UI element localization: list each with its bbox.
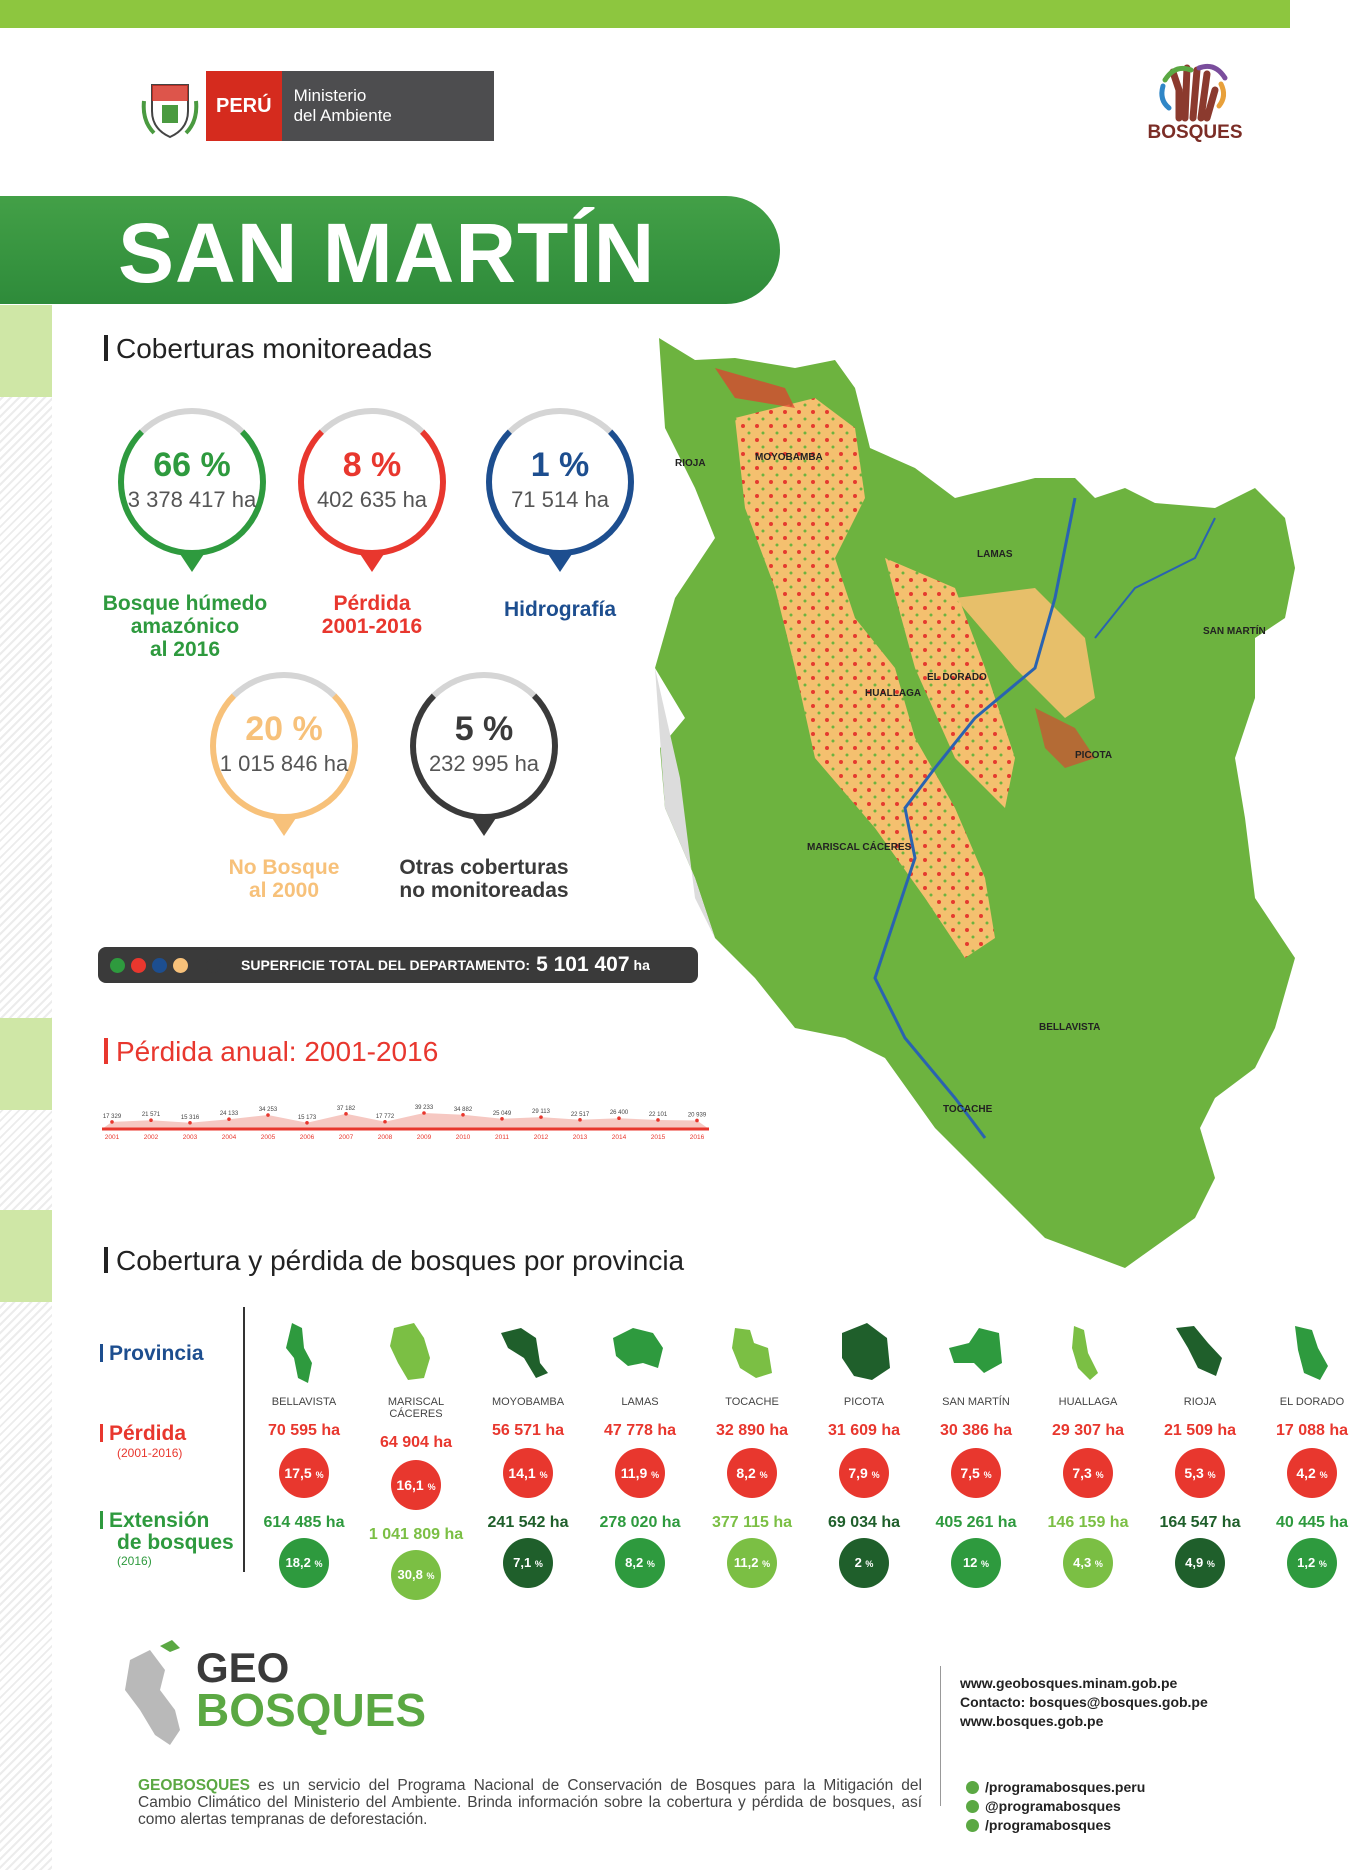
province-loss: 17 088 ha: [1275, 1422, 1349, 1439]
pct-value: 16,1: [396, 1477, 424, 1493]
loss-point: [305, 1121, 309, 1125]
loss-value-label: 37 182: [336, 1105, 356, 1112]
pct-sign: %: [1318, 1559, 1327, 1569]
province-name: HUALLAGA: [1058, 1396, 1118, 1408]
pct-sign: %: [865, 1559, 874, 1569]
flickr-text: /programabosques: [985, 1817, 1112, 1833]
province-shape: [808, 1318, 920, 1390]
total-label: SUPERFICIE TOTAL DEL DEPARTAMENTO:: [241, 957, 531, 973]
provinces-heading: [104, 1245, 684, 1277]
province-extent: 164 547 ha: [1159, 1514, 1241, 1531]
pct-value: 11,9: [620, 1465, 648, 1481]
peru-label: PERÚ: [206, 71, 282, 141]
province-loss: 29 307 ha: [1051, 1422, 1125, 1439]
loss-year-label: 2016: [689, 1134, 705, 1141]
loss-point: [539, 1115, 543, 1119]
province-loss: 47 778 ha: [603, 1422, 677, 1439]
pointer-icon: [548, 554, 572, 572]
coverage-pct: 8 %: [342, 446, 402, 484]
bosques-brand: BOSQUES: [1147, 122, 1243, 143]
province-extent: 377 115 ha: [711, 1514, 793, 1531]
pct-value: 4,2: [1296, 1465, 1316, 1481]
pct-sign: %: [315, 1470, 324, 1480]
side-accent-block: [0, 305, 52, 397]
ministry-line1: Ministerio: [293, 86, 367, 105]
coverage-ha: 402 635 ha: [316, 487, 428, 512]
loss-value-label: 34 882: [453, 1106, 473, 1113]
loss-value-label: 17 772: [375, 1113, 395, 1120]
footer-social: [966, 1778, 1145, 1835]
province-column: [696, 1318, 808, 1600]
coverage-nonforest: [202, 672, 366, 836]
pct-value: 14,1: [508, 1465, 536, 1481]
loss-point: [266, 1113, 270, 1117]
map-label: PICOTA: [1075, 750, 1113, 761]
province-name: MARISCAL CÁCERES: [387, 1396, 445, 1420]
coverage-ha: 232 995 ha: [428, 751, 540, 776]
coverage-circle: [118, 408, 266, 556]
ministry-line2: del Ambiente: [293, 106, 392, 125]
pct-value: 7,3: [1072, 1465, 1092, 1481]
province-column: [808, 1318, 920, 1600]
loss-point: [227, 1117, 231, 1121]
province-loss-pct: [1175, 1448, 1225, 1498]
loss-year-label: 2006: [299, 1134, 315, 1141]
province-extent: 278 020 ha: [599, 1514, 681, 1531]
pct-value: 4,9: [1185, 1555, 1204, 1570]
province-shape: [248, 1318, 360, 1390]
province-shape: [920, 1318, 1032, 1390]
ministry-name: [282, 71, 494, 141]
pct-sign: %: [651, 1470, 660, 1480]
map-label: MARISCAL CÁCERES: [807, 842, 912, 853]
footer-description: [138, 1777, 922, 1828]
loss-year-label: 2004: [221, 1134, 237, 1141]
province-loss-pct: [951, 1448, 1001, 1498]
loss-point: [500, 1117, 504, 1121]
province-column: [248, 1318, 360, 1600]
loss-value-label: 20 939: [687, 1112, 707, 1119]
province-shape: [360, 1318, 472, 1390]
annual-loss-heading: [104, 1036, 438, 1068]
coverage-pct: 20 %: [245, 710, 323, 748]
pointer-icon: [180, 554, 204, 572]
province-name: PICOTA: [843, 1396, 885, 1408]
province-name: TOCACHE: [725, 1396, 779, 1408]
loss-value-label: 26 400: [609, 1110, 629, 1117]
province-column: [1144, 1318, 1256, 1600]
province-extent-pct: [1063, 1538, 1113, 1588]
pct-sign: %: [1095, 1470, 1104, 1480]
row-label-loss-text: Pérdida: [109, 1422, 187, 1445]
loss-value-label: 34 253: [258, 1107, 278, 1114]
coverage-loss: [290, 408, 454, 572]
province-loss-pct: [615, 1448, 665, 1498]
contact-email[interactable]: Contacto: bosques@bosques.gob.pe: [960, 1694, 1208, 1710]
coverage-circle: [486, 408, 634, 556]
coverage-water: [478, 408, 642, 572]
loss-value-label: 22 517: [570, 1111, 590, 1118]
footer-brand: GEOBOSQUES: [138, 1777, 250, 1794]
province-column: [584, 1318, 696, 1600]
coverage-circle: [410, 672, 558, 820]
province-name: SAN MARTÍN: [942, 1396, 1010, 1408]
province-extent: 1 041 809 ha: [368, 1526, 464, 1543]
province-name: EL DORADO: [1279, 1396, 1345, 1408]
loss-year-label: 2005: [260, 1134, 276, 1141]
total-unit: ha: [633, 957, 650, 973]
province-loss-pct: [839, 1448, 889, 1498]
province-loss: 70 595 ha: [267, 1422, 341, 1439]
province-column: [472, 1318, 584, 1600]
province-extent: 405 261 ha: [935, 1514, 1017, 1531]
map-label: TOCACHE: [943, 1104, 993, 1115]
footer-contact: [960, 1674, 1208, 1731]
province-extent-pct: [1287, 1538, 1337, 1588]
flickr-icon: [966, 1819, 979, 1832]
geo-text: GEO: [196, 1644, 290, 1691]
pct-sign: %: [1094, 1559, 1103, 1569]
pct-sign: %: [1206, 1559, 1215, 1569]
pct-value: 7,5: [960, 1465, 980, 1481]
province-extent-pct: [839, 1538, 889, 1588]
annual-loss-chart: [100, 1085, 750, 1145]
map-label: BELLAVISTA: [1039, 1022, 1101, 1033]
provinces-table: [248, 1318, 1368, 1600]
row-label-loss-sub: (2001-2016): [117, 1446, 183, 1460]
pct-sign: %: [646, 1559, 655, 1569]
pct-value: 8,2: [625, 1555, 644, 1570]
pct-value: 2: [854, 1555, 862, 1570]
province-column: [1256, 1318, 1368, 1600]
pct-sign: %: [1207, 1470, 1216, 1480]
province-extent-pct: [1175, 1538, 1225, 1588]
website-link[interactable]: www.bosques.gob.pe: [960, 1713, 1104, 1729]
coverage-heading: [104, 333, 432, 365]
label-line: Bosque húmedo: [102, 592, 268, 615]
row-label-loss: [100, 1422, 186, 1460]
loss-year-label: 2003: [182, 1134, 198, 1141]
legend-dot: [206, 958, 221, 973]
label-line: no monitoreadas: [399, 879, 569, 902]
pct-value: 5,3: [1184, 1465, 1204, 1481]
coverage-circle: [298, 408, 446, 556]
map-label: RIOJA: [675, 458, 706, 469]
province-name: BELLAVISTA: [271, 1396, 337, 1408]
province-extent-pct: [951, 1538, 1001, 1588]
map-label: LAMAS: [977, 549, 1013, 560]
coverage-forest: [110, 408, 274, 572]
pointer-icon: [472, 818, 496, 836]
province-shape: [696, 1318, 808, 1390]
loss-point: [188, 1121, 192, 1125]
map-label: EL DORADO: [927, 672, 987, 683]
coverage-other-label: [364, 856, 604, 902]
label-line: Otras coberturas: [399, 856, 569, 879]
pct-sign: %: [983, 1470, 992, 1480]
loss-year-label: 2001: [104, 1134, 120, 1141]
label-line: Hidrografía: [503, 598, 616, 621]
coverage-water-label: [450, 598, 670, 621]
department-map: [655, 338, 1295, 1268]
minam-logo: [140, 70, 494, 142]
province-loss-pct: [279, 1448, 329, 1498]
pointer-icon: [272, 818, 296, 836]
label-line: 2001-2016: [321, 615, 423, 638]
loss-value-label: 15 316: [180, 1114, 200, 1121]
coverage-loss-label: [262, 592, 482, 638]
province-loss-pct: [391, 1460, 441, 1510]
provinces-heading-text: Cobertura y pérdida de bosques por provincia: [116, 1245, 685, 1276]
pct-value: 18,2: [285, 1555, 311, 1570]
province-shape: [472, 1318, 584, 1390]
loss-year-label: 2014: [611, 1134, 627, 1141]
province-extent: 40 445 ha: [1275, 1514, 1349, 1531]
loss-point: [461, 1113, 465, 1117]
province-shape: [584, 1318, 696, 1390]
peru-map-icon: [120, 1640, 190, 1750]
loss-point: [617, 1116, 621, 1120]
total-value: 5 101 407: [536, 953, 630, 976]
row-label-extent: [100, 1510, 234, 1568]
page-title: SAN MARTÍN: [118, 206, 656, 300]
pct-value: 7,1: [513, 1555, 532, 1570]
coverage-ha: 71 514 ha: [511, 487, 609, 512]
footer-divider: [940, 1666, 941, 1806]
province-column: [1032, 1318, 1144, 1600]
bosques-logo: [1135, 60, 1255, 150]
coverage-other: [402, 672, 566, 836]
pct-sign: %: [871, 1470, 880, 1480]
coat-of-arms-icon: [140, 71, 200, 141]
province-loss-pct: [1287, 1448, 1337, 1498]
province-shape: [1256, 1318, 1368, 1390]
loss-value-label: 39 233: [414, 1105, 434, 1111]
province-name: LAMAS: [621, 1396, 659, 1408]
legend-dot: [152, 958, 167, 973]
hands-icon: [1135, 60, 1255, 120]
side-accent-block: [0, 1210, 52, 1302]
label-line: No Bosque: [228, 856, 340, 879]
pct-sign: %: [539, 1470, 548, 1480]
twitter-link[interactable]: [966, 1797, 1145, 1816]
province-extent-pct: [615, 1538, 665, 1588]
pct-value: 12: [962, 1555, 978, 1570]
coverage-circle: [210, 672, 358, 820]
province-loss: 30 386 ha: [939, 1422, 1013, 1439]
province-extent: 614 485 ha: [263, 1514, 345, 1531]
province-extent: 69 034 ha: [827, 1514, 901, 1531]
side-accent-block: [0, 1018, 52, 1110]
province-extent-pct: [727, 1538, 777, 1588]
loss-point: [344, 1112, 348, 1116]
province-extent-pct: [279, 1538, 329, 1588]
label-line: Pérdida: [333, 592, 411, 615]
province-shape: [1144, 1318, 1256, 1390]
province-loss: 21 509 ha: [1163, 1422, 1237, 1439]
loss-year-label: 2008: [377, 1134, 393, 1141]
pct-value: 1,2: [1297, 1555, 1316, 1570]
loss-year-label: 2010: [455, 1134, 471, 1141]
province-extent-pct: [391, 1550, 441, 1600]
twitter-text: @programabosques: [985, 1798, 1121, 1814]
province-loss: 31 609 ha: [827, 1422, 901, 1439]
loss-point: [578, 1118, 582, 1122]
loss-point: [110, 1120, 114, 1124]
pct-sign: %: [426, 1571, 435, 1581]
loss-value-label: 17 329: [102, 1113, 122, 1120]
row-label-province: [100, 1342, 204, 1366]
pct-value: 4,3: [1073, 1555, 1092, 1570]
footer-desc-text: es un servicio del Programa Nacional de Conservación de Bosques para la Mitigación del Cambio Climático del Ministerio del Ambiente. Brinda información sobre la cobertura y pérdida de bosques, así como alertas tempranas de deforestación.: [138, 1777, 922, 1828]
geobosques-logo: [120, 1640, 426, 1750]
loss-year-label: 2012: [533, 1134, 549, 1141]
coverage-ha: 1 015 846 ha: [219, 751, 349, 776]
facebook-text: /programabosques.peru: [985, 1779, 1146, 1795]
pct-value: 30,8: [397, 1567, 423, 1582]
coverage-heading-text: Coberturas monitoreadas: [116, 333, 432, 364]
top-accent-bar: [0, 0, 1290, 28]
loss-point: [422, 1111, 426, 1115]
pct-sign: %: [762, 1559, 771, 1569]
pct-value: 7,9: [848, 1465, 868, 1481]
coverage-ha: 3 378 417 ha: [127, 487, 257, 512]
loss-value-label: 29 113: [532, 1109, 550, 1116]
province-loss: 64 904 ha: [379, 1434, 453, 1451]
pct-sign: %: [427, 1482, 436, 1492]
province-extent: 241 542 ha: [487, 1514, 569, 1531]
annual-loss-heading-text: Pérdida anual: 2001-2016: [116, 1036, 439, 1067]
loss-point: [383, 1120, 387, 1124]
divider-line: [243, 1307, 245, 1572]
loss-value-label: 15 173: [297, 1114, 317, 1121]
row-label-extent-line2: de bosques: [117, 1531, 234, 1554]
coverage-nonforest-label: [174, 856, 394, 902]
pointer-icon: [360, 554, 384, 572]
flickr-link[interactable]: [966, 1816, 1145, 1835]
row-label-extent-sub: (2016): [117, 1554, 152, 1568]
loss-year-label: 2015: [650, 1134, 666, 1141]
loss-year-label: 2013: [572, 1134, 588, 1141]
pct-value: 17,5: [284, 1465, 312, 1481]
loss-year-label: 2002: [143, 1134, 159, 1141]
pct-sign: %: [1319, 1470, 1328, 1480]
row-label-extent-line1: Extensión: [109, 1509, 210, 1532]
province-name: RIOJA: [1183, 1396, 1217, 1408]
bosques-text: BOSQUES: [196, 1684, 427, 1736]
label-line: al 2016: [149, 638, 221, 661]
province-column: [920, 1318, 1032, 1600]
loss-value-label: 21 571: [141, 1112, 161, 1119]
legend-dot: [110, 958, 125, 973]
row-label-province-text: Provincia: [109, 1342, 204, 1365]
map-label: SAN MARTÍN: [1203, 626, 1266, 637]
legend-dot: [173, 958, 188, 973]
province-loss-pct: [727, 1448, 777, 1498]
label-line: amazónico: [130, 615, 240, 638]
twitter-icon: [966, 1800, 979, 1813]
pct-value: 8,2: [736, 1465, 756, 1481]
loss-year-label: 2007: [338, 1134, 354, 1141]
province-column: [360, 1318, 472, 1600]
coverage-pct: 1 %: [530, 446, 590, 484]
legend-dot: [131, 958, 146, 973]
total-surface-bar: [98, 947, 698, 983]
facebook-icon: [966, 1781, 979, 1794]
website-link[interactable]: www.geobosques.minam.gob.pe: [960, 1675, 1178, 1691]
coverage-pct: 5 %: [454, 710, 514, 748]
loss-year-label: 2011: [495, 1134, 509, 1141]
loss-point: [149, 1118, 153, 1122]
province-loss: 32 890 ha: [715, 1422, 789, 1439]
label-line: al 2000: [248, 879, 320, 902]
pct-sign: %: [534, 1559, 543, 1569]
province-loss: 56 571 ha: [491, 1422, 565, 1439]
facebook-link[interactable]: [966, 1778, 1145, 1797]
loss-value-label: 22 101: [648, 1111, 668, 1118]
province-loss-pct: [503, 1448, 553, 1498]
map-label: HUALLAGA: [865, 688, 922, 699]
loss-year-label: 2009: [416, 1134, 432, 1141]
coverage-pct: 66 %: [153, 446, 231, 484]
province-extent: 146 159 ha: [1047, 1514, 1129, 1531]
province-name: MOYOBAMBA: [491, 1396, 565, 1408]
pct-sign: %: [314, 1559, 323, 1569]
pct-value: 11,2: [733, 1555, 759, 1570]
province-loss-pct: [1063, 1448, 1113, 1498]
province-extent-pct: [503, 1538, 553, 1588]
pct-sign: %: [759, 1470, 768, 1480]
map-label: MOYOBAMBA: [755, 452, 823, 463]
loss-value-label: 24 133: [219, 1111, 239, 1118]
pct-sign: %: [981, 1559, 990, 1569]
loss-value-label: 25 049: [492, 1110, 512, 1117]
province-shape: [1032, 1318, 1144, 1390]
